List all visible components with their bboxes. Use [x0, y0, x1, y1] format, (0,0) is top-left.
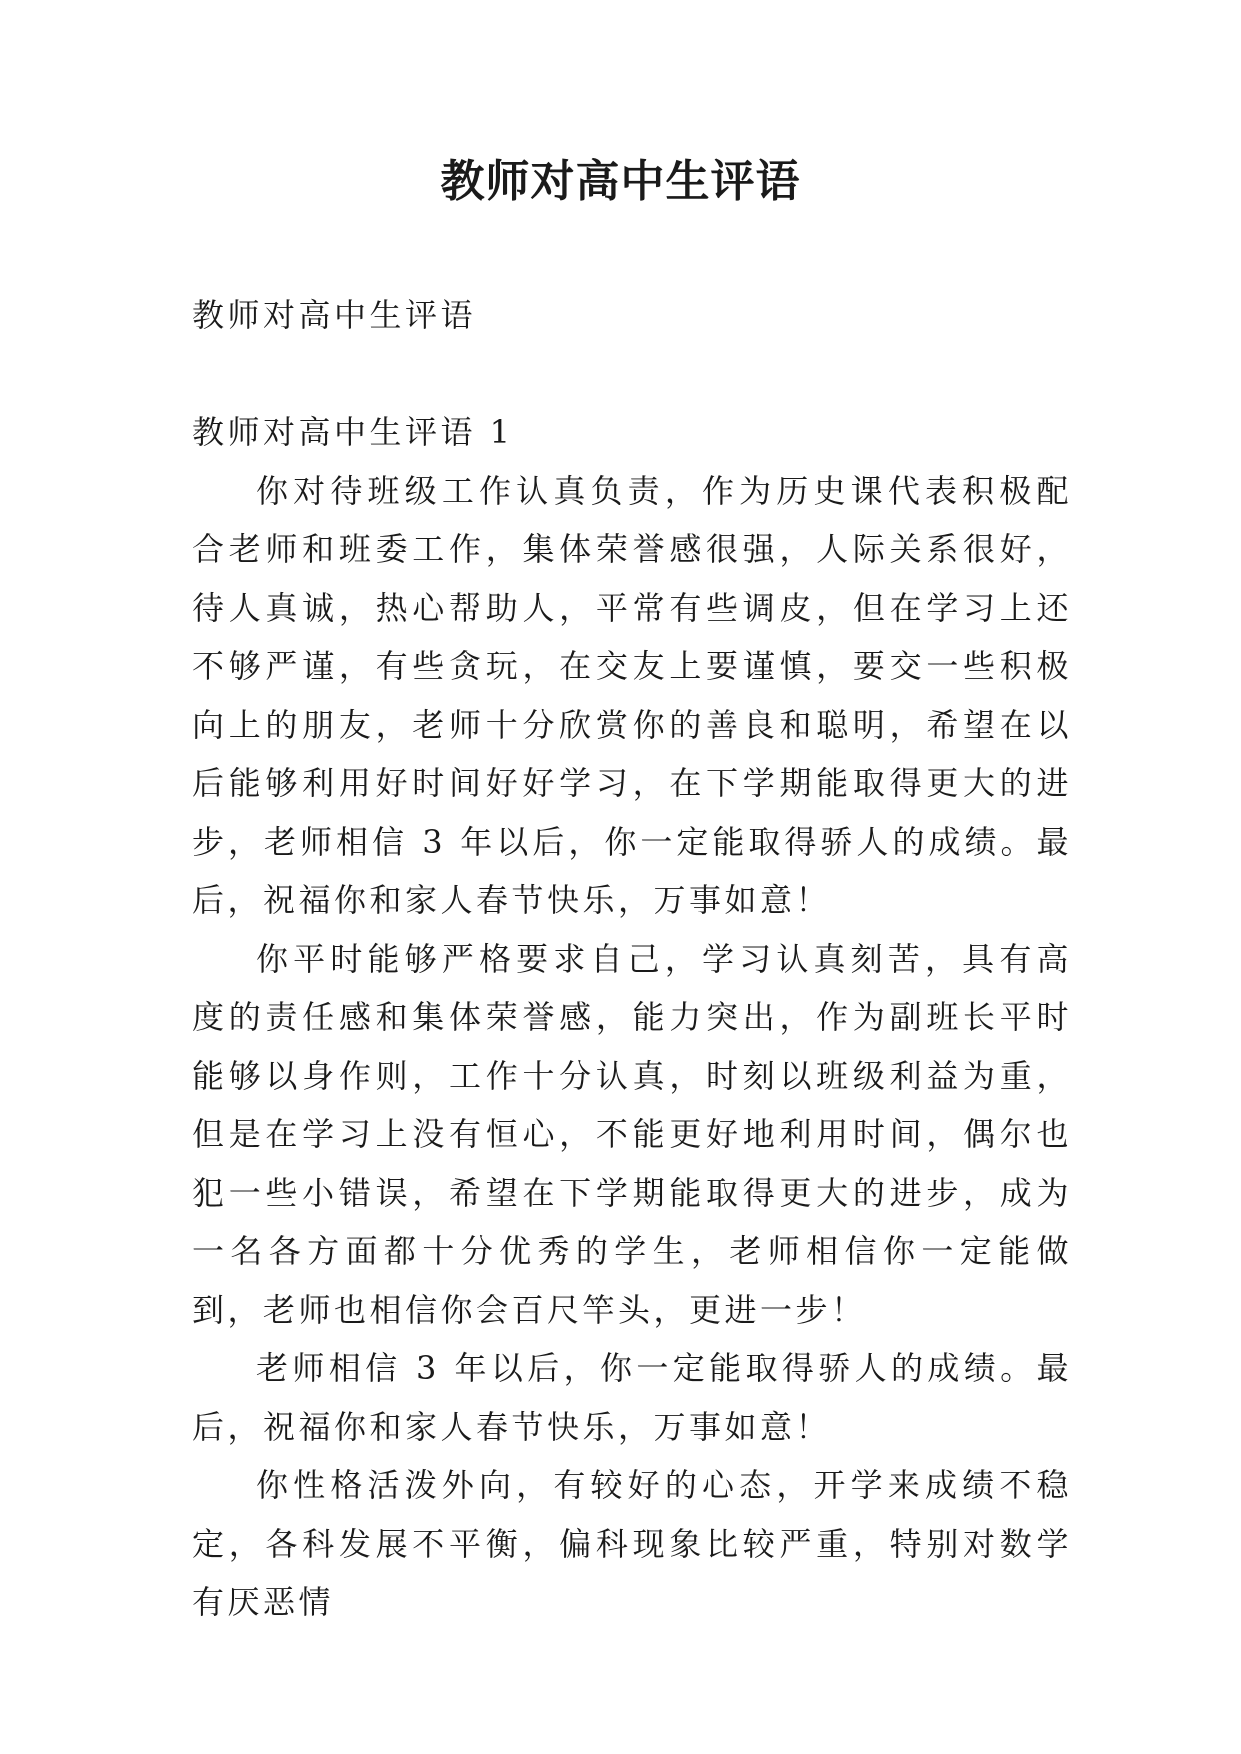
section-heading: 教师对高中生评语 1 [192, 413, 514, 451]
comment-paragraph-2: 你平时能够严格要求自己，学习认真刻苦，具有高度的责任感和集体荣誉感，能力突出，作为副班长平时能够以身作则，工作十分认真，时刻以班级利益为重，但是在学习上没有恒心，不能更好地利用时间，偶尔也犯一些小错误，希望在下学期能取得更大的进步，成为一名各方面都十分优秀的学生，老师相信你一定能做到，老师也相信你会百尺竿头，更进一步！ [192, 939, 1072, 1329]
comment-paragraph-4: 你性格活泼外向，有较好的心态，开学来成绩不稳定，各科发展不平衡，偏科现象比较严重，特别对数学有厌恶情 [192, 1466, 1072, 1621]
comment-paragraph-1: 你对待班级工作认真负责，作为历史课代表积极配合老师和班委工作，集体荣誉感很强，人际关系很好，待人真诚，热心帮助人，平常有些调皮，但在学习上还不够严谨，有些贪玩，在交友上要谨慎，要交一些积极向上的朋友，老师十分欣赏你的善良和聪明，希望在以后能够利用好时间好好学习，在下学期能取得更大的进步，老师相信 3 年以后，你一定能取得骄人的成绩。最后，祝福你和家人春节快乐，万事如意！ [192, 471, 1072, 919]
comment-paragraph-3: 老师相信 3 年以后，你一定能取得骄人的成绩。最后，祝福你和家人春节快乐，万事如意！ [192, 1349, 1072, 1446]
document-subtitle: 教师对高中生评语 [192, 296, 477, 334]
document-body [192, 286, 1072, 1632]
document-title: 教师对高中生评语 [440, 156, 801, 207]
